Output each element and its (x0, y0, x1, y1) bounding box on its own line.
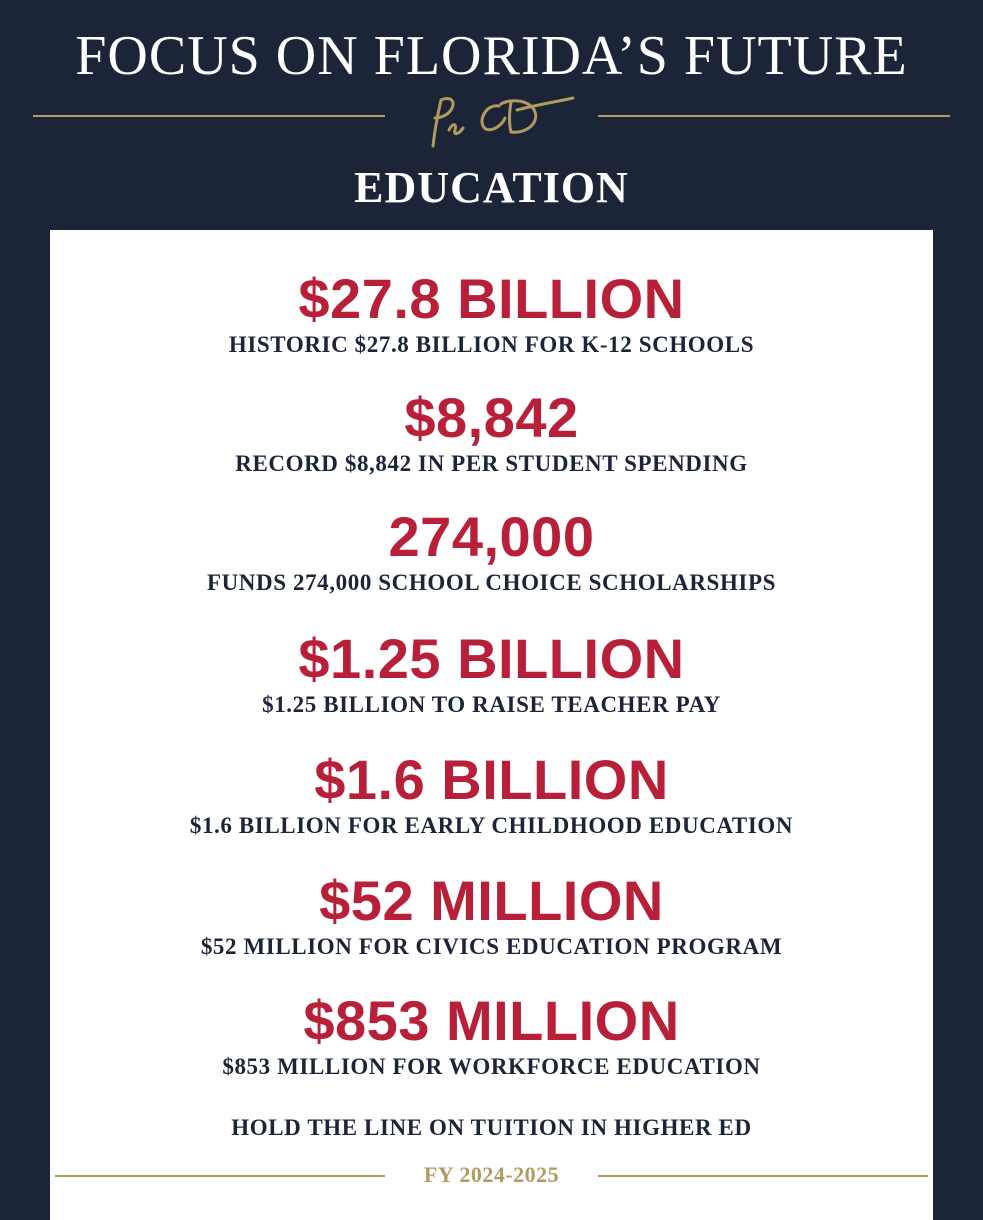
tuition-statement: HOLD THE LINE ON TUITION IN HIGHER ED (231, 1115, 752, 1140)
stat-value: $1.6 BILLION (314, 748, 669, 811)
stat-civics-education (50, 870, 933, 962)
section-title: EDUCATION (354, 163, 629, 212)
title-divider-left (33, 115, 385, 117)
stat-per-student-spending (50, 387, 933, 479)
stat-caption: RECORD $8,842 IN PER STUDENT SPENDING (235, 451, 748, 476)
title-divider-right (598, 115, 950, 117)
stat-value: $8,842 (404, 386, 579, 449)
stat-caption: $1.6 BILLION FOR EARLY CHILDHOOD EDUCATION (189, 813, 794, 838)
stat-caption: $1.25 BILLION TO RAISE TEACHER PAY (262, 692, 721, 717)
stat-workforce-education (50, 990, 933, 1082)
stat-value: $27.8 BILLION (298, 267, 685, 330)
stat-value: $52 MILLION (319, 869, 664, 932)
footer-divider-right (598, 1175, 928, 1177)
stat-caption: $853 MILLION FOR WORKFORCE EDUCATION (222, 1054, 761, 1079)
stat-caption: HISTORIC $27.8 BILLION FOR K-12 SCHOOLS (228, 332, 755, 357)
stat-k12-funding (50, 268, 933, 360)
stat-school-choice (50, 506, 933, 598)
page-title: FOCUS ON FLORIDA’S FUTURE (75, 25, 908, 87)
stat-caption: $52 MILLION FOR CIVICS EDUCATION PROGRAM (200, 934, 783, 959)
stat-teacher-pay (50, 628, 933, 720)
stats-panel (50, 230, 933, 1220)
stat-early-childhood (50, 749, 933, 841)
signature-icon (405, 88, 580, 160)
fiscal-year-label: FY 2024-2025 (423, 1162, 560, 1187)
stat-caption: FUNDS 274,000 SCHOOL CHOICE SCHOLARSHIPS (206, 570, 777, 595)
stat-value: 274,000 (388, 505, 595, 568)
stat-value: $853 MILLION (303, 989, 680, 1052)
stat-value: $1.25 BILLION (298, 627, 685, 690)
